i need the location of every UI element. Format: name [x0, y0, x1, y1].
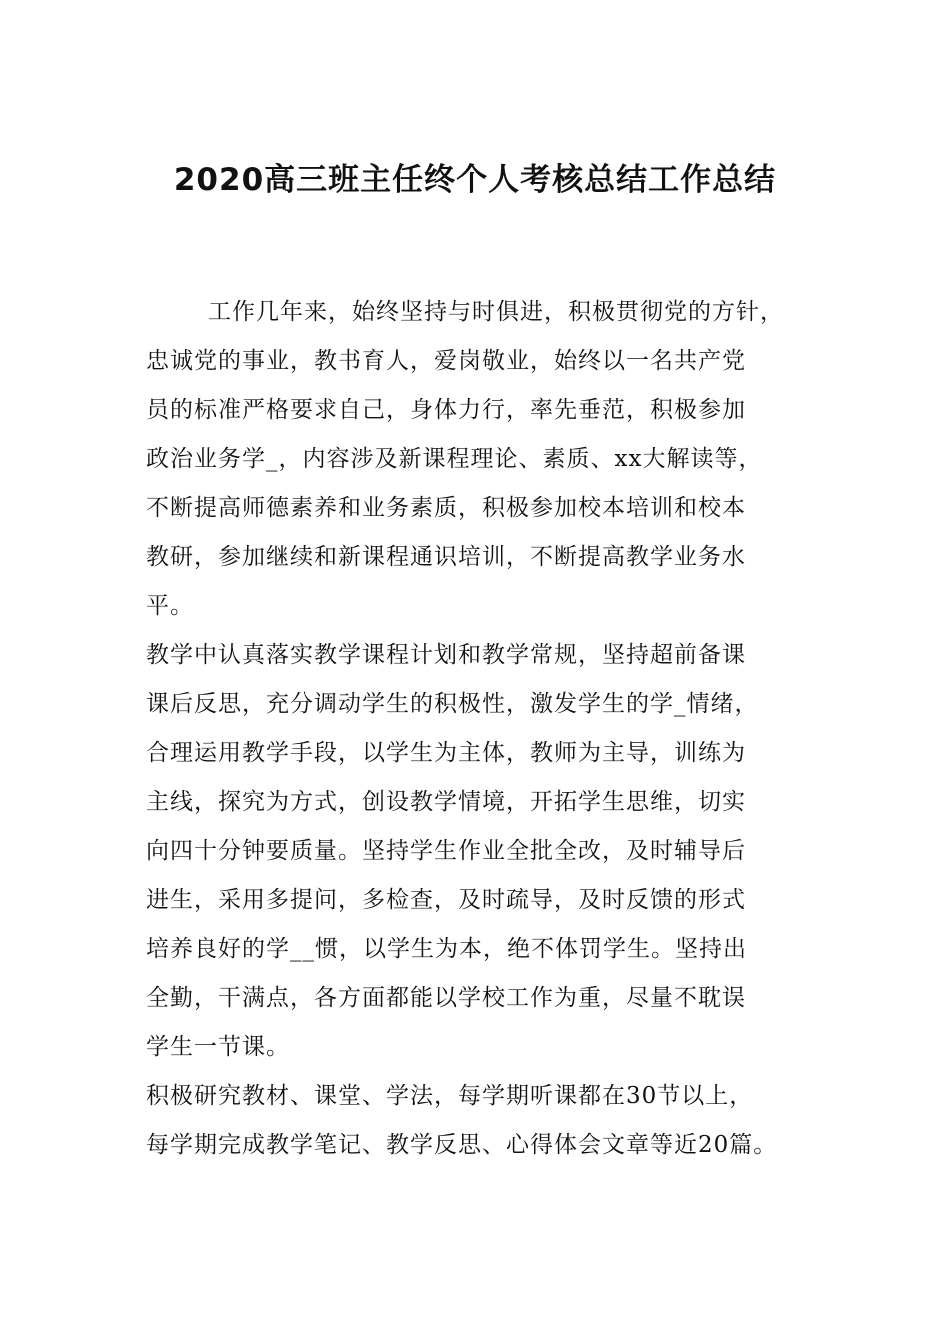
paragraph-3-line-2: 每学期完成教学笔记、教学反思、心得体会文章等近20篇。	[146, 1132, 778, 1158]
paragraph-1-line-1: 工作几年来，始终坚持与时俱进，积极贯彻党的方针，	[208, 299, 784, 325]
paragraph-2-line-7: 培养良好的学__惯，以学生为本，绝不体罚学生。坚持出	[146, 936, 747, 962]
paragraph-2-line-4: 主线，探究为方式，创设教学情境，开拓学生思维，切实	[146, 789, 746, 815]
document-title: 2020高三班主任终个人考核总结工作总结	[173, 162, 777, 198]
paragraph-1-line-4: 政治业务学_，内容涉及新课程理论、素质、xx大解读等，	[146, 446, 763, 472]
paragraph-2-line-3: 合理运用教学手段，以学生为主体，教师为主导，训练为	[146, 740, 746, 766]
paragraph-3-line-1: 积极研究教材、课堂、学法，每学期听课都在30节以上，	[146, 1083, 754, 1109]
document-body	[146, 288, 836, 1170]
paragraph-2-line-6: 进生，采用多提问，多检查，及时疏导，及时反馈的形式	[146, 887, 746, 913]
paragraph-1-line-5: 不断提高师德素养和业务素质，积极参加校本培训和校本	[146, 495, 746, 521]
paragraph-2-line-2: 课后反思，充分调动学生的积极性，激发学生的学_情绪，	[146, 691, 759, 717]
paragraph-1-line-7: 平。	[146, 593, 194, 619]
paragraph-1-line-2: 忠诚党的事业，教书育人，爱岗敬业，始终以一名共产党	[146, 348, 746, 374]
paragraph-2-line-9: 学生一节课。	[146, 1034, 290, 1060]
paragraph-2-line-5: 向四十分钟要质量。坚持学生作业全批全改，及时辅导后	[146, 838, 746, 864]
paragraph-1-line-3: 员的标准严格要求自己，身体力行，率先垂范，积极参加	[146, 397, 746, 423]
paragraph-2-line-8: 全勤，干满点，各方面都能以学校工作为重，尽量不耽误	[146, 985, 746, 1011]
paragraph-2-line-1: 教学中认真落实教学课程计划和教学常规，坚持超前备课	[146, 642, 746, 668]
paragraph-1-line-6: 教研，参加继续和新课程通识培训，不断提高教学业务水	[146, 544, 746, 570]
